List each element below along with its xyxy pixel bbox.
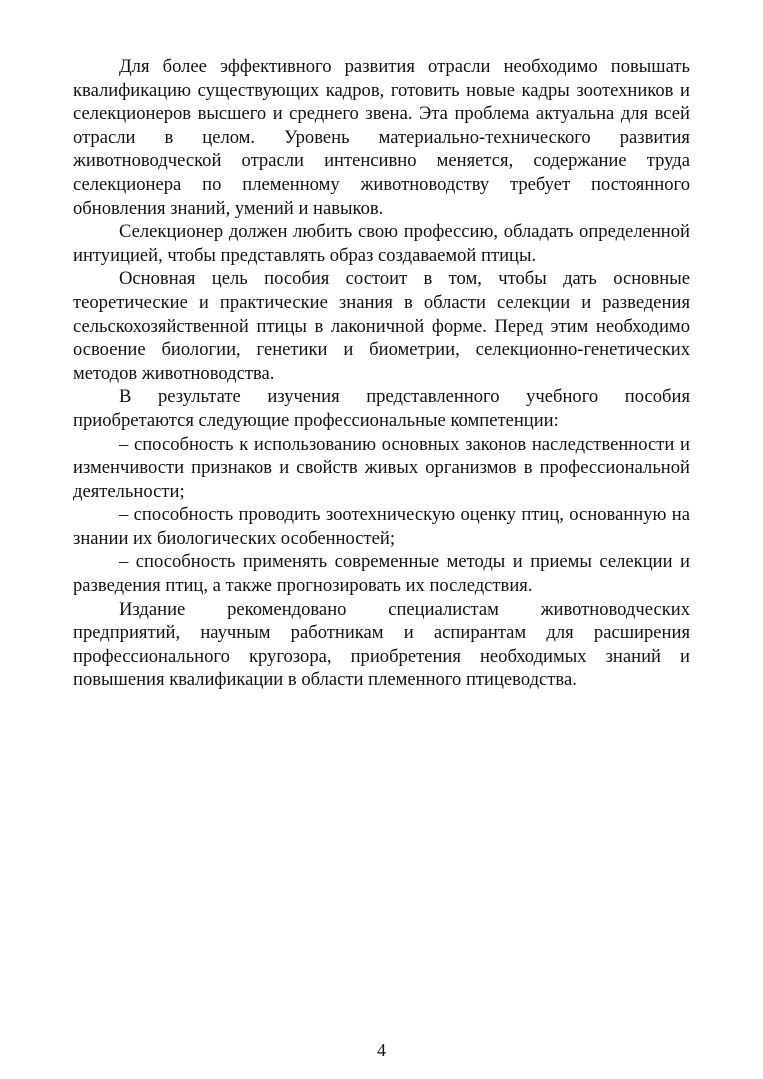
page-number: 4 <box>377 1040 386 1060</box>
paragraph-selector-qualities: Селекционер должен любить свою профессию, обладать определенной интуицией, чтобы представлять образ создаваемой птицы. <box>73 221 690 266</box>
paragraph-development: Для более эффективного развития отрасли необходимо повышать квалификацию существующих кадров, готовить новые кадры зоотехников и селекционеров высшего и среднего звена. Эта проблема актуальна для всей отрасли в целом. Уровень материально-технического развития животноводческой отрасли интенсивно меняется, содержание труда селекционера по племенному животноводству требует постоянного обновления знаний, умений и навыков. <box>73 56 690 219</box>
paragraph-competencies-intro: В результате изучения представленного учебного пособия приобретаются следующие профессиональные компетенции: <box>73 386 690 431</box>
list-item-competency-methods: – способность применять современные методы и приемы селекции и разведения птиц, а также прогнозировать их последствия. <box>73 551 690 597</box>
list-item-competency-assessment: – способность проводить зоотехническую оценку птиц, основанную на знании их биологических особенностей; <box>73 504 690 549</box>
list-item-competency-heredity: – способность к использованию основных законов наследственности и изменчивости признаков и свойств живых организмов в профессиональной деятельности; <box>73 433 690 502</box>
paragraph-audience: Издание рекомендовано специалистам животноводческих предприятий, научным работникам и аспирантам для расширения профессионального кругозора, приобретения необходимых знаний и повышения квалификации в области племенного птицеводства. <box>73 598 690 691</box>
paragraph-goal: Основная цель пособия состоит в том, чтобы дать основные теоретические и практические знания в области селекции и разведения сельскохозяйственной птицы в лаконичной форме. Перед этим необходимо освоение биологии, генетики и биометрии, селекционно-генетических методов животноводства. <box>73 268 690 384</box>
document-body <box>73 55 690 692</box>
